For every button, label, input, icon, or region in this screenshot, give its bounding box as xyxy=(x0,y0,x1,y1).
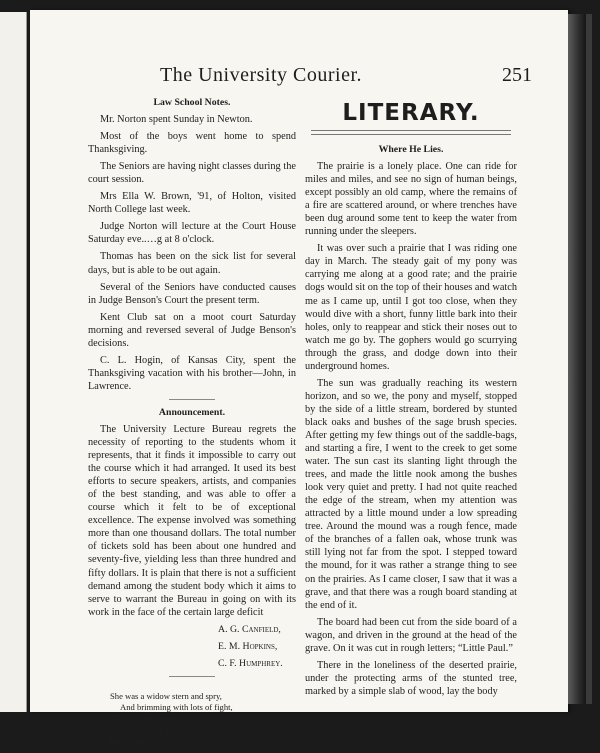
law-note: Judge Norton will lecture at the Court House Saturday eve..…g at 8 o'clock. xyxy=(88,221,296,246)
poem-line: She married a little man five feet high, xyxy=(110,713,243,724)
law-note: Mrs Ella W. Brown, '91, of Holton, visited North College last week. xyxy=(88,191,296,216)
law-note: Thomas has been on the sick list for several days, but is able to be out again. xyxy=(88,251,296,276)
story-paragraph: The board had been cut from the side board of a wagon, and driven in the ground at the head of the grave. On it was cut in rough letters; “Little Paul.” xyxy=(305,616,517,654)
subscribe-note: Subscribe for the Courier. xyxy=(108,737,213,749)
law-note: Mr. Norton spent Sunday in Newton. xyxy=(100,114,253,126)
signature: E. M. Hopkins, xyxy=(218,640,278,652)
page-number: 251 xyxy=(502,64,532,86)
book-spine-edge xyxy=(568,14,586,704)
scanner-edge xyxy=(586,14,592,704)
section-divider xyxy=(169,676,215,677)
left-column xyxy=(88,96,296,753)
announcement-heading: Announcement. xyxy=(158,406,226,418)
page-header xyxy=(160,64,532,92)
law-note: The Seniors are having night classes during the court session. xyxy=(88,161,296,186)
literary-section-title: LITERARY. xyxy=(342,100,480,126)
right-column xyxy=(305,96,517,702)
story-paragraph: It was over such a prairie that I was riding one day in March. The steady gait of my pony was carrying me along at a good rate; and the prairie dogs would sit on the top of their houses and watch me as I came up, until I got too close, when they would dive with a short, funny little bark into their holes, only to reappear and stick their noses out to watch me go by. The gophers would go scurrying through the grass, and dodge down into their underground homes. xyxy=(305,243,517,372)
poem-line: She was a widow stern and spry, xyxy=(110,690,222,701)
section-divider xyxy=(169,399,215,400)
poem-line: And he died from the widow's might.—Ex. xyxy=(120,724,269,735)
signature: A. G. Canfield, xyxy=(218,623,281,635)
poem xyxy=(88,691,296,737)
story-paragraph: There in the loneliness of the deserted prairie, under the protecting arms of the stunted tree, marked by a simple slab of wood, lay the body xyxy=(305,659,517,697)
previous-page-edge xyxy=(0,12,27,712)
story-heading: Where He Lies. xyxy=(378,144,444,155)
signature: C. F. Humphrey. xyxy=(218,657,283,669)
title-rule xyxy=(311,130,511,135)
law-note: Kent Club sat on a moot court Saturday morning and reversed several of Judge Benson's decisions. xyxy=(88,311,296,349)
law-note: Most of the boys went home to spend Thanksgiving. xyxy=(88,131,296,156)
law-note: Several of the Seniors have conducted causes in Judge Benson's Court the present term. xyxy=(88,281,296,306)
story-paragraph: The sun was gradually reaching its western horizon, and so we, the pony and myself, stopped by the side of a little stream, bordered by stunted black oaks and bushes of the sage brush species. After getting my few things out of the saddle-bags, and starting a fire, I went to the creek to get some water. The sun cast its slanting light through the trees, and made the little nook among the bushes look very quiet and pretty. I had not quite reached the edge of the stream, when my attention was attracted by a little mound under a low spreading tree. Around the mound was a rough fence, made of the branches of a fallen oak, whose trunk was still lying not far from the spot. I stepped toward the mound, for it was rather a strange thing to see on the prairies. As I came closer, I saw that it was a grave, and that there was a rough board standing at the end of it. xyxy=(305,377,517,611)
story-paragraph: The prairie is a lonely place. One can ride for miles and miles, and see no sign of human beings, except possibly an old camp, where the remains of a fire are scattered around, or where trenches have been dug around some tent to keep the water from running under the sleepers. xyxy=(305,161,517,238)
poem-line: And brimming with lots of fight, xyxy=(120,702,233,713)
journal-title: The University Courier. xyxy=(160,64,363,86)
law-note: C. L. Hogin, of Kansas City, spent the Thanksgiving vacation with his brother—John, in Lawrence. xyxy=(88,354,296,392)
law-school-notes-heading: Law School Notes. xyxy=(153,97,231,108)
announcement-text: The University Lecture Bureau regrets the necessity of reporting to the students whom it represents, that it finds it impossible to carry out the course which it had arranged. It used its best efforts to secure speakers, artists, and companies of the best standing, and was able to offer a course which it felt to be of exceptional excellence. The expense involved was something more than one thousand dollars. The total number of tickets sold has been about one hundred and seventy-five, yielding less than three hundred and fifty dollars. It is plain that there is not a sufficient demand among the student body which it aims to serve to warrant the Bureau in going on with its work in the face of the certain large deficit xyxy=(88,423,296,618)
